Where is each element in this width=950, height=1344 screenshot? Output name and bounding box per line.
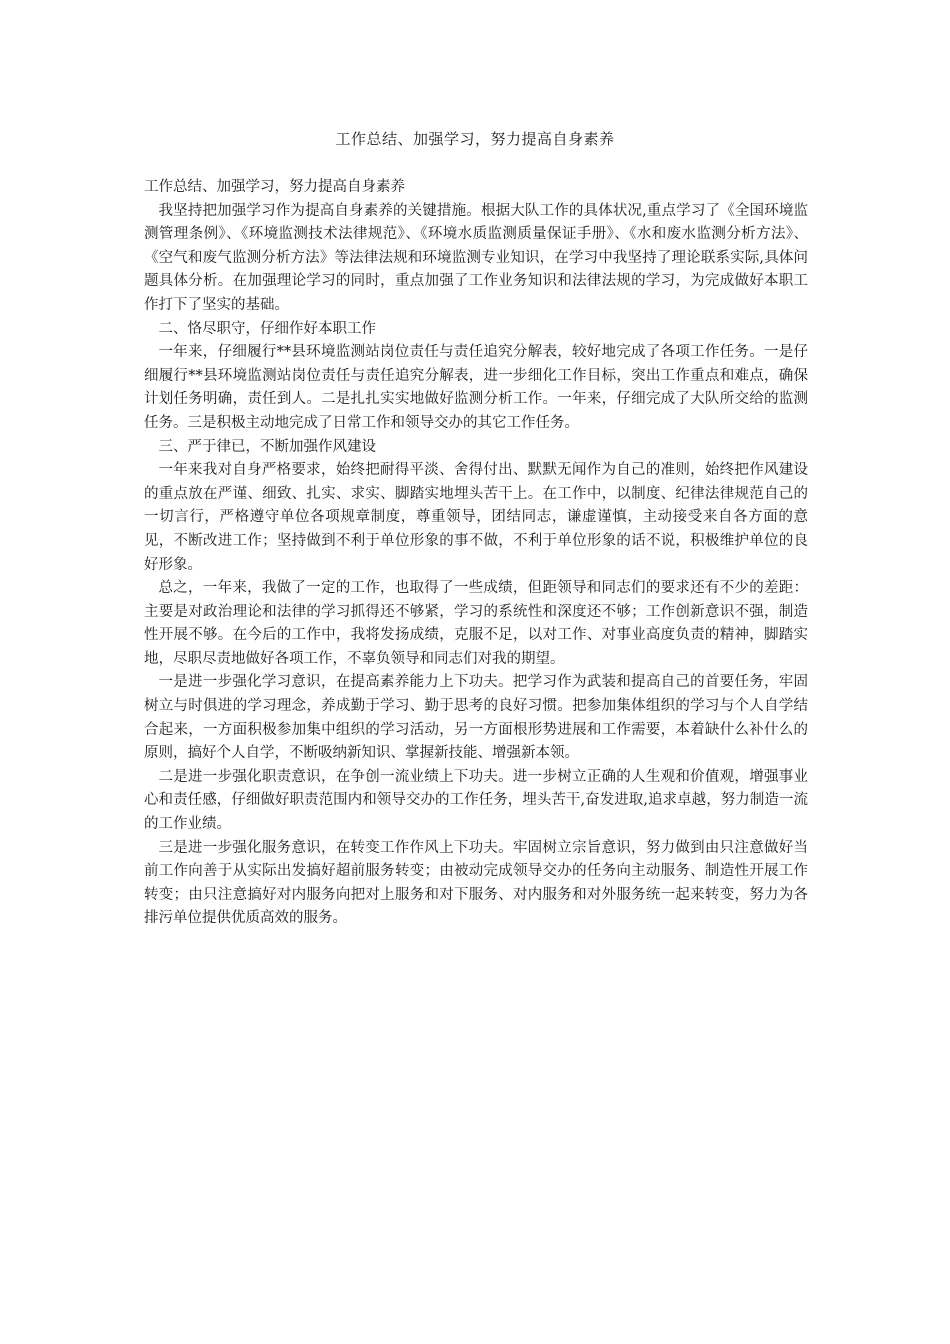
paragraph-plan-service: 三是进一步强化服务意识，在转变工作作风上下功夫。牢固树立宗旨意识，努力做到由只注意做好当前工作向善于从实际出发搞好超前服务转变；由被动完成领导交办的任务向主动服务、制造性开展工作转变；由只注意搞好对内服务向把对上服务和对下服务、对内服务和对外服务统一起来转变，努力为各排污单位提供优质高效的服务。 — [144, 839, 808, 927]
document-title: 工作总结、加强学习，努力提高自身素养 — [335, 130, 615, 148]
section-heading-duty: 二、恪尽职守，仔细作好本职工作 — [158, 320, 376, 337]
document-body — [144, 176, 808, 931]
paragraph-plan-duty: 二是进一步强化职责意识，在争创一流业绩上下功夫。进一步树立正确的人生观和价值观，增强事业心和责任感，仔细做好职责范围内和领导交办的工作任务，埋头苦干,奋发进取,追求卓越，努力制造一流的工作业绩。 — [144, 768, 808, 833]
paragraph-duty: 一年来，仔细履行**县环境监测站岗位责任与责任追究分解表，较好地完成了各项工作任务。一是仔细履行**县环境监测站岗位责任与责任追究分解表，进一步细化工作目标，突出工作重点和难点，确保计划任务明确，责任到人。二是扎扎实实地做好监测分析工作。一年来，仔细完成了大队所交给的监测任务。三是积极主动地完成了日常工作和领导交办的其它工作任务。 — [144, 344, 808, 431]
paragraph-discipline: 一年来我对自身严格要求，始终把耐得平淡、舍得付出、默默无闻作为自己的准则，始终把作风建设的重点放在严谨、细致、扎实、求实、脚踏实地埋头苦干上。在工作中，以制度、纪律法律规范自己的一切言行，严格遵守单位各项规章制度，尊重领导，团结同志，谦虚谨慎，主动接受来自各方面的意见，不断改进工作；坚持做到不利于单位形象的事不做，不利于单位形象的话不说，积极维护单位的良好形象。 — [144, 462, 808, 573]
document-subtitle: 工作总结、加强学习，努力提高自身素养 — [144, 179, 405, 195]
section-heading-discipline: 三、严于律已，不断加强作风建设 — [158, 438, 376, 455]
paragraph-study: 我坚持把加强学习作为提高自身素养的关键措施。根据大队工作的具体状况,重点学习了《全国环境监测管理条例》、《环境监测技术法律规范》、《环境水质监测质量保证手册》、《水和废水监测分析方法》、《空气和废气监测分析方法》等法律法规和环境监测专业知识，在学习中我坚持了理论联系实际,具体问题具体分析。在加强理论学习的同时，重点加强了工作业务知识和法律法规的学习，为完成做好本职工作打下了坚实的基础。 — [144, 202, 808, 313]
paragraph-summary: 总之，一年来，我做了一定的工作，也取得了一些成绩，但距领导和同志们的要求还有不少的差距：主要是对政治理论和法律的学习抓得还不够紧，学习的系统性和深度还不够；工作创新意识不强，制造性开展不够。在今后的工作中，我将发扬成绩，克服不足，以对工作、对事业高度负责的精神，脚踏实地，尽职尽责地做好各项工作，不辜负领导和同志们对我的期望。 — [144, 580, 808, 667]
paragraph-plan-study: 一是进一步强化学习意识，在提高素养能力上下功夫。把学习作为武装和提高自己的首要任务，牢固树立与时俱进的学习理念，养成勤于学习、勤于思考的良好习惯。把参加集体组织的学习与个人自学结合起来，一方面积极参加集中组织的学习活动，另一方面根形势进展和工作需要，本着缺什么补什么的原则，搞好个人自学，不断吸纳新知识、掌握新技能、增强新本领。 — [144, 674, 808, 762]
